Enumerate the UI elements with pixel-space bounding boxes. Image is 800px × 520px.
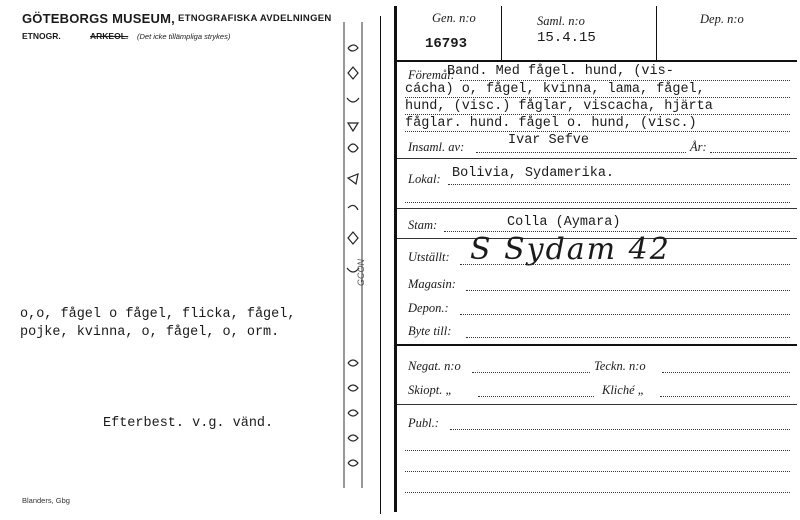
lokal-value: Bolivia, Sydamerika. [452, 166, 615, 181]
arkeol-label: ARKEOL. [90, 31, 129, 41]
cell-divider-1 [501, 6, 502, 61]
foremal-line-4: fåglar. hund. fågel o. hund, (visc.) [405, 116, 697, 131]
form-left-border [394, 6, 397, 512]
dot-rule [448, 184, 790, 185]
dot-rule [472, 372, 590, 373]
dot-rule [405, 450, 790, 451]
dot-rule [662, 372, 790, 373]
gen-no-label: Gen. n:o [432, 11, 476, 25]
insaml-value: Ivar Sefve [508, 133, 590, 148]
negat-no-label: Negat. n:o [408, 359, 461, 373]
dot-rule [405, 114, 790, 115]
foremal-line-1: Band. Med fågel. hund, (vis- [447, 64, 674, 79]
skiopt-label: Skiopt. „ [408, 383, 453, 397]
dot-rule [710, 152, 790, 153]
dot-rule [466, 290, 790, 291]
dot-rule [460, 314, 790, 315]
utstallt-label: Utställt: [408, 250, 450, 264]
dot-rule [405, 492, 790, 493]
cell-divider-2 [656, 6, 657, 61]
stam-value: Colla (Aymara) [507, 215, 621, 230]
typed-note-efterbest: Efterbest. v.g. vänd. [103, 416, 274, 431]
section-rule [397, 208, 797, 209]
dot-rule [405, 202, 790, 203]
depon-label: Depon.: [408, 301, 449, 315]
strike-note: (Det icke tillämpliga strykes) [137, 32, 231, 41]
gen-no-value: 16793 [425, 36, 468, 52]
card-fold-line [380, 16, 381, 514]
ar-label: År: [690, 140, 707, 154]
header-divider [397, 60, 797, 62]
dot-rule [405, 131, 790, 132]
typed-note-line-1: o,o, fågel o fågel, flicka, fågel, [20, 307, 296, 322]
insaml-label: Insaml. av: [408, 140, 465, 154]
publ-label: Publ.: [408, 416, 439, 430]
stam-label: Stam: [408, 218, 438, 232]
magasin-label: Magasin: [408, 277, 456, 291]
dot-rule [476, 152, 686, 153]
teckn-no-label: Teckn. n:o [594, 359, 646, 373]
dep-no-label: Dep. n:o [700, 12, 744, 26]
foremal-label: Föremål: [408, 68, 455, 82]
saml-no-label: Saml. n:o [537, 14, 585, 28]
typed-note-line-2: pojke, kvinna, o, fågel, o, orm. [20, 325, 280, 340]
section-rule [397, 344, 797, 346]
lokal-label: Lokal: [408, 172, 441, 186]
etnogr-label: ETNOGR. [22, 31, 61, 41]
dot-rule [405, 97, 790, 98]
dot-rule [450, 429, 790, 430]
byte-till-label: Byte till: [408, 324, 452, 338]
museum-name: GÖTEBORGS MUSEUM, [22, 11, 175, 26]
dot-rule [405, 471, 790, 472]
utstallt-handwritten-value: S Sydam 42 [470, 232, 671, 267]
band-drawing [336, 18, 376, 496]
dot-rule [466, 337, 790, 338]
dot-rule [460, 264, 790, 265]
foremal-line-2: cácha) o, fågel, kvinna, lama, fågel, [405, 82, 705, 97]
foremal-line-3: hund, (visc.) fåglar, viscacha, hjärta [405, 99, 713, 114]
dot-rule [660, 396, 790, 397]
pencil-note: GCON [356, 259, 366, 286]
department-name: ETNOGRAFISKA AVDELNINGEN [178, 13, 332, 24]
printer-imprint: Blanders, Gbg [22, 496, 70, 505]
section-rule [397, 158, 797, 159]
dot-rule [460, 80, 790, 81]
dot-rule [478, 396, 594, 397]
section-rule [397, 404, 797, 405]
saml-no-value: 15.4.15 [537, 30, 596, 46]
kliche-label: Kliché „ [602, 383, 645, 397]
